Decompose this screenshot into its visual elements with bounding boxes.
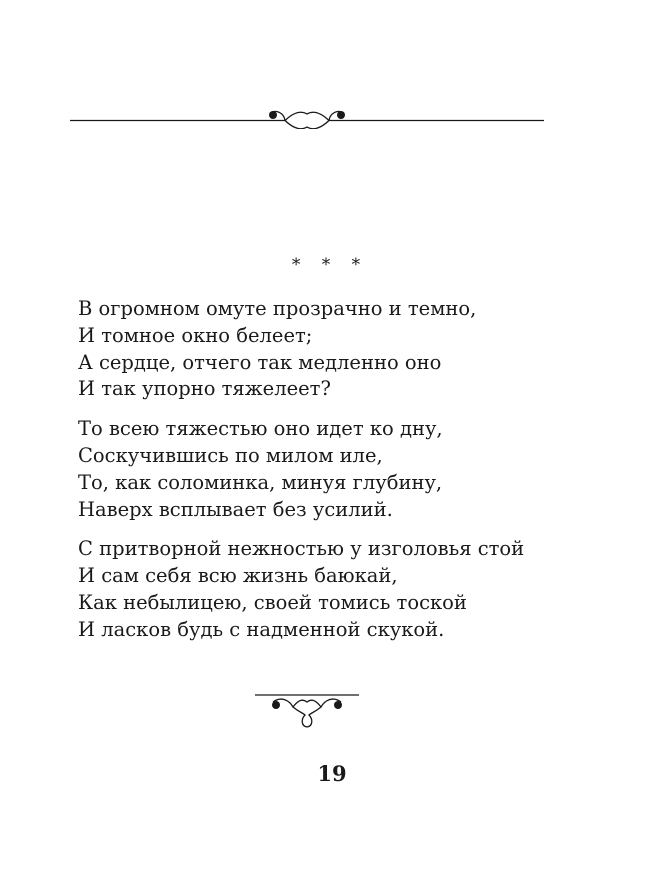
poem-line: Как небылицею, своей томись тоской (78, 590, 467, 614)
poem-line: И сам себя всю жизнь баюкай, (78, 564, 398, 588)
poem-text (78, 296, 598, 657)
footer-flourish-ornament (255, 688, 359, 730)
stanza-1 (78, 296, 598, 403)
poem-line: И томное окно белеет; (78, 323, 313, 347)
poem-line: То всею тяжестью оно идет ко дну, (78, 417, 443, 441)
stanza-3 (78, 536, 598, 643)
poem-line: То, как соломинка, минуя глубину, (78, 470, 443, 494)
stanza-2 (78, 416, 598, 523)
poem-line: И ласков будь с надменной скукой. (78, 617, 445, 641)
stanza-separator-asterisks: * * * (291, 255, 369, 275)
poem-line: А сердце, отчего так медленно оно (78, 350, 442, 374)
page-number: 19 (317, 761, 347, 786)
poem-line: Наверх всплывает без усилий. (78, 497, 393, 521)
poem-line: Соскучившись по милом иле, (78, 443, 383, 467)
header-flourish-divider (70, 101, 544, 129)
poem-line: В огромном омуте прозрачно и темно, (78, 297, 477, 320)
poem-line: С притворной нежностью у изголовья стой (78, 537, 525, 561)
poem-line: И так упорно тяжелеет? (78, 377, 331, 401)
